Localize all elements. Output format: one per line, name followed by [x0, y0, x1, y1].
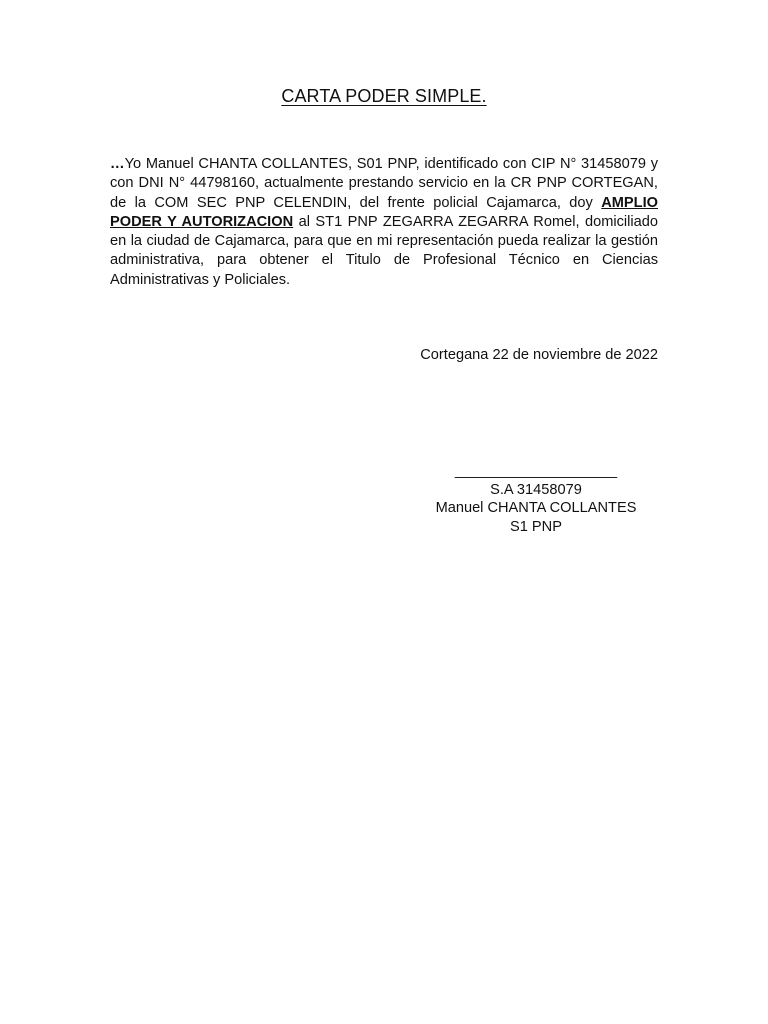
body-emphasis: AMPLIO PODER Y AUTORIZACION — [110, 194, 658, 230]
body-text-part1: Yo Manuel CHANTA COLLANTES, S01 PNP, identificado con CIP N° 31458079 y con DNI N° 44798160, actualmente prestando servicio en la CR PNP CORTEGAN, de la COM SEC PNP CELENDIN, del frente policial Cajamarca, doy — [110, 156, 658, 211]
signature-line: ____________________ — [454, 463, 618, 479]
body-ellipsis: … — [110, 156, 125, 172]
signature-block — [412, 462, 660, 536]
signature-name: Manuel CHANTA COLLANTES — [435, 500, 637, 516]
body-paragraph — [110, 155, 658, 290]
body-text-part2: al ST1 PNP ZEGARRA ZEGARRA Romel, domiciliado en la ciudad de Cajamarca, para que en mi representación pueda realizar la gestión administrativa, para obtener el Titulo de Profesional Técnico en Ciencias Administrativas y Policiales. — [110, 213, 658, 288]
signature-rank: S1 PNP — [510, 518, 562, 535]
place-and-date: Cortegana 22 de noviembre de 2022 — [420, 347, 658, 363]
document-title: CARTA PODER SIMPLE. — [281, 86, 487, 106]
signature-id: S.A 31458079 — [490, 481, 582, 498]
